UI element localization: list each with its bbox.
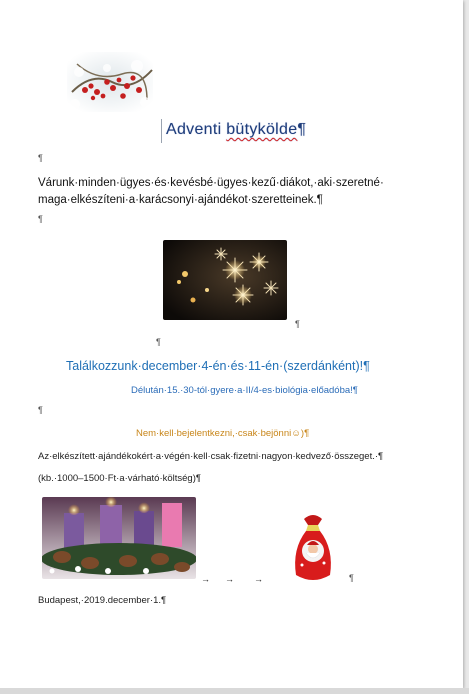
paragraph-mark: ¶: [38, 405, 43, 415]
page-title: Adventi bütykölde¶: [166, 121, 307, 138]
paragraph-mark: ¶: [38, 214, 43, 224]
no-signup-line: Nem·kell·bejelentkezni,·csak·bejönni☺)¶: [136, 428, 310, 439]
cost-line: Az·elkészített·ajándékokért·a·végén·kell·csak·fizetni·nagyon·kedvező·összeget.·¶: [38, 451, 384, 462]
paragraph-mark: ¶: [156, 337, 161, 347]
tab-arrow: →: [225, 574, 234, 584]
place-date-signature: Budapest,·2019.december·1.¶: [38, 595, 167, 606]
tab-arrow: →: [254, 574, 263, 584]
intro-line-1: Várunk·minden·ügyes·és·kevésbé·ügyes·kezű·diákot,·aki·szeretné·: [38, 177, 384, 189]
christmas-lights-image: [163, 240, 287, 320]
paragraph-mark: ¶: [295, 319, 300, 329]
intro-line-2: maga·elkészíteni·a·karácsonyi·ajándékot·szeretteinek.¶: [38, 194, 323, 206]
window-bottom-edge: [0, 688, 469, 694]
paragraph-mark: ¶: [38, 153, 43, 163]
meeting-time-line: Délután·15.·30-tól·gyere·a·II/4-es·biológia·előadóba!¶: [131, 385, 358, 396]
advent-candles-image: [42, 497, 196, 579]
meeting-dates-heading: Találkozzunk·december·4-én·és·11-én·(szerdánként)!¶: [66, 359, 370, 373]
frosted-berries-image: [67, 52, 153, 112]
paragraph-mark: ¶: [349, 573, 354, 583]
tab-arrow: →: [201, 574, 210, 584]
santa-gift-bag-image: [288, 505, 338, 585]
cost-estimate-line: (kb.·1000–1500·Ft·a·várható·költség)¶: [38, 473, 201, 484]
